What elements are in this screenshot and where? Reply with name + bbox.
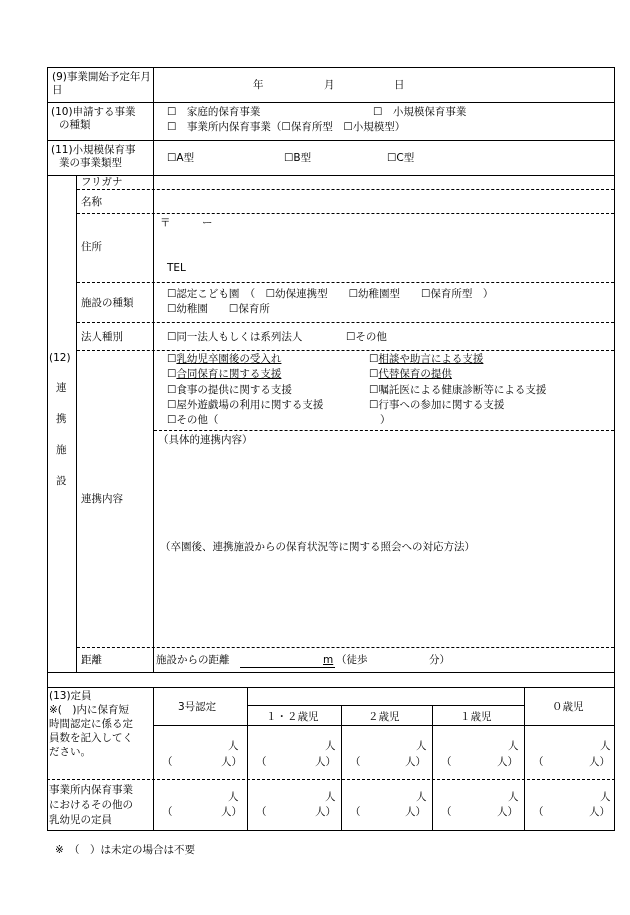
row9-label bbox=[52, 71, 151, 97]
cap-paren-open: （ bbox=[350, 806, 361, 818]
sub-label-divider bbox=[76, 175, 77, 672]
checkbox-same-corp[interactable]: ☐同一法人もしくは系列法人 bbox=[167, 331, 303, 343]
row-divider bbox=[47, 687, 615, 688]
facility-type-divider bbox=[77, 322, 614, 323]
label-column-divider bbox=[153, 175, 154, 672]
row10-label-line1: (10)申請する事業 bbox=[51, 106, 136, 118]
cap-person[interactable]: 人 bbox=[508, 740, 519, 752]
row12-vchar: 施 bbox=[56, 444, 67, 456]
checkbox-type-b[interactable]: ☐B型 bbox=[284, 152, 312, 164]
header-1-2-years: １・２歳児 bbox=[266, 711, 319, 723]
cap-person[interactable]: 人 bbox=[416, 791, 427, 803]
cap-paren-close[interactable]: 人） bbox=[589, 756, 610, 768]
cap-paren-close[interactable]: 人） bbox=[315, 806, 336, 818]
checkbox-family-childcare[interactable]: ☐ 家庭的保育事業 bbox=[167, 106, 261, 118]
cap-person[interactable]: 人 bbox=[325, 791, 336, 803]
capacity-row-divider bbox=[47, 779, 615, 780]
checkbox-coop-item[interactable]: ☐食事の提供に関する支援 bbox=[167, 384, 292, 396]
header-2-years: ２歳児 bbox=[368, 711, 400, 723]
row13-label: (13)定員 ※( )内に保育短 時間認定に係る定 員数を記入してく ださい。 bbox=[49, 690, 133, 758]
month-label: 月 bbox=[324, 79, 335, 91]
row-divider bbox=[47, 140, 615, 141]
header-1-year: １歳児 bbox=[460, 711, 492, 723]
checkbox-coop-item[interactable]: ☐乳幼児卒園後の受入れ bbox=[167, 353, 282, 365]
cap-paren-open: （ bbox=[441, 806, 452, 818]
cap-paren-open: （ bbox=[350, 756, 361, 768]
row12-vchar: 設 bbox=[56, 475, 67, 487]
row12-vchar: 連 bbox=[56, 382, 67, 394]
facility-type-label: 施設の種類 bbox=[81, 297, 134, 309]
checklist-divider bbox=[154, 430, 614, 431]
cap-paren-close[interactable]: 人） bbox=[221, 756, 242, 768]
cap-paren-open: （ bbox=[162, 756, 173, 768]
checkbox-coop-item[interactable]: ☐行事への参加に関する支援 bbox=[369, 399, 505, 411]
cap-paren-close[interactable]: 人） bbox=[221, 806, 242, 818]
col-divider bbox=[524, 687, 525, 831]
cap-person[interactable]: 人 bbox=[228, 791, 239, 803]
cap-paren-close[interactable]: 人） bbox=[497, 806, 518, 818]
table-border-right bbox=[614, 67, 615, 831]
header-divider bbox=[153, 725, 615, 726]
cap-person[interactable]: 人 bbox=[228, 740, 239, 752]
year-label: 年 bbox=[253, 79, 264, 91]
checkbox-corp-other[interactable]: ☐その他 bbox=[346, 331, 387, 343]
name-label: 名称 bbox=[81, 196, 102, 208]
facility-type-line1[interactable]: ☐認定こども園 （ ☐幼保連携型 ☐幼稚園型 ☐保育所型 ） bbox=[167, 288, 494, 300]
cap-paren-open: （ bbox=[441, 756, 452, 768]
distance-unit-m: m bbox=[323, 654, 334, 666]
cap-person[interactable]: 人 bbox=[325, 740, 336, 752]
row-divider bbox=[47, 672, 615, 673]
coop-detail-label: （具体的連携内容） bbox=[158, 434, 253, 446]
coop-after-label: （卒園後、連携施設からの保育状況等に関する照会への対応方法） bbox=[160, 541, 475, 553]
cap-paren-open: （ bbox=[256, 756, 267, 768]
cap-paren-close[interactable]: 人） bbox=[405, 756, 426, 768]
label-column-divider bbox=[153, 687, 154, 831]
row-divider bbox=[47, 102, 615, 103]
corp-type-divider bbox=[77, 350, 614, 351]
coop-other-close-paren: ） bbox=[380, 414, 391, 426]
cap-paren-open: （ bbox=[162, 806, 173, 818]
address-label: 住所 bbox=[81, 241, 102, 253]
checkbox-coop-item[interactable]: ☐相談や助言による支援 bbox=[369, 353, 484, 365]
furigana-divider bbox=[77, 189, 614, 190]
row12-number: (12) bbox=[49, 352, 71, 364]
row9-label-line1: (9)事業開始予定年月 bbox=[52, 71, 151, 83]
distance-prefix: 施設からの距離 bbox=[156, 654, 230, 666]
name-divider bbox=[77, 213, 614, 214]
table-border-top bbox=[47, 67, 615, 68]
col-divider bbox=[247, 687, 248, 831]
cap-paren-open: （ bbox=[533, 756, 544, 768]
walk-label: （徒歩 bbox=[336, 654, 368, 666]
row10-label bbox=[51, 106, 136, 132]
checkbox-coop-item[interactable]: ☐屋外遊戯場の利用に関する支援 bbox=[167, 399, 324, 411]
table-border-bottom bbox=[47, 830, 615, 831]
distance-label: 距離 bbox=[81, 654, 102, 666]
furigana-label: フリガナ bbox=[81, 176, 123, 188]
checkbox-coop-item[interactable]: ☐代替保育の提供 bbox=[369, 368, 452, 380]
tel-label: TEL bbox=[167, 262, 186, 274]
distance-input-underline[interactable] bbox=[240, 667, 335, 668]
checkbox-workplace-childcare[interactable]: ☐ 事業所内保育事業（☐保育所型 ☐小規模型） bbox=[167, 121, 406, 133]
checkbox-type-c[interactable]: ☐C型 bbox=[387, 152, 415, 164]
col-divider bbox=[341, 705, 342, 831]
cap-person[interactable]: 人 bbox=[600, 791, 611, 803]
other-infants-label: 事業所内保育事業 におけるその他の 乳幼児の定員 bbox=[49, 784, 133, 826]
checkbox-coop-item[interactable]: ☐合同保育に関する支援 bbox=[167, 368, 282, 380]
row11-label bbox=[51, 144, 136, 170]
day-label: 日 bbox=[394, 79, 405, 91]
row9-label-line2: 日 bbox=[52, 84, 63, 96]
row10-label-line2: の種類 bbox=[59, 119, 91, 131]
facility-type-line2[interactable]: ☐幼稚園 ☐保育所 bbox=[167, 303, 270, 315]
header-divider bbox=[247, 705, 525, 706]
cap-paren-close[interactable]: 人） bbox=[589, 806, 610, 818]
corp-type-label: 法人種別 bbox=[81, 331, 123, 343]
label-column-divider bbox=[153, 67, 154, 175]
walk-minutes-label: 分） bbox=[429, 654, 450, 666]
cap-paren-close[interactable]: 人） bbox=[497, 756, 518, 768]
cap-paren-open: （ bbox=[533, 806, 544, 818]
checkbox-coop-item[interactable]: ☐嘱託医による健康診断等による支援 bbox=[369, 384, 547, 396]
cap-person[interactable]: 人 bbox=[416, 740, 427, 752]
address-divider bbox=[77, 282, 614, 283]
coop-divider bbox=[77, 647, 614, 648]
corp-type-vertical-dash bbox=[153, 322, 154, 351]
col-divider bbox=[432, 705, 433, 831]
cap-paren-close[interactable]: 人） bbox=[405, 806, 426, 818]
row11-label-line1: (11)小規模保育事 bbox=[51, 144, 136, 156]
header-0-years: ０歳児 bbox=[552, 701, 584, 713]
cap-person[interactable]: 人 bbox=[600, 740, 611, 752]
cap-paren-close[interactable]: 人） bbox=[315, 756, 336, 768]
row-divider bbox=[47, 175, 615, 176]
footnote: ※ （ ）は未定の場合は不要 bbox=[55, 844, 196, 856]
table-border-left bbox=[47, 67, 48, 831]
checkbox-coop-other[interactable]: ☐その他（ bbox=[167, 414, 219, 426]
cap-paren-open: （ bbox=[256, 806, 267, 818]
row12-vchar: 携 bbox=[56, 413, 67, 425]
checkbox-type-a[interactable]: ☐A型 bbox=[167, 152, 195, 164]
row11-label-line2: 業の事業類型 bbox=[59, 157, 122, 169]
header-3go: 3号認定 bbox=[178, 701, 217, 713]
postal-code-field[interactable]: 〒 ー bbox=[160, 217, 213, 229]
checkbox-small-childcare[interactable]: ☐ 小規模保育事業 bbox=[373, 106, 467, 118]
coop-label: 連携内容 bbox=[81, 493, 123, 505]
cap-person[interactable]: 人 bbox=[508, 791, 519, 803]
